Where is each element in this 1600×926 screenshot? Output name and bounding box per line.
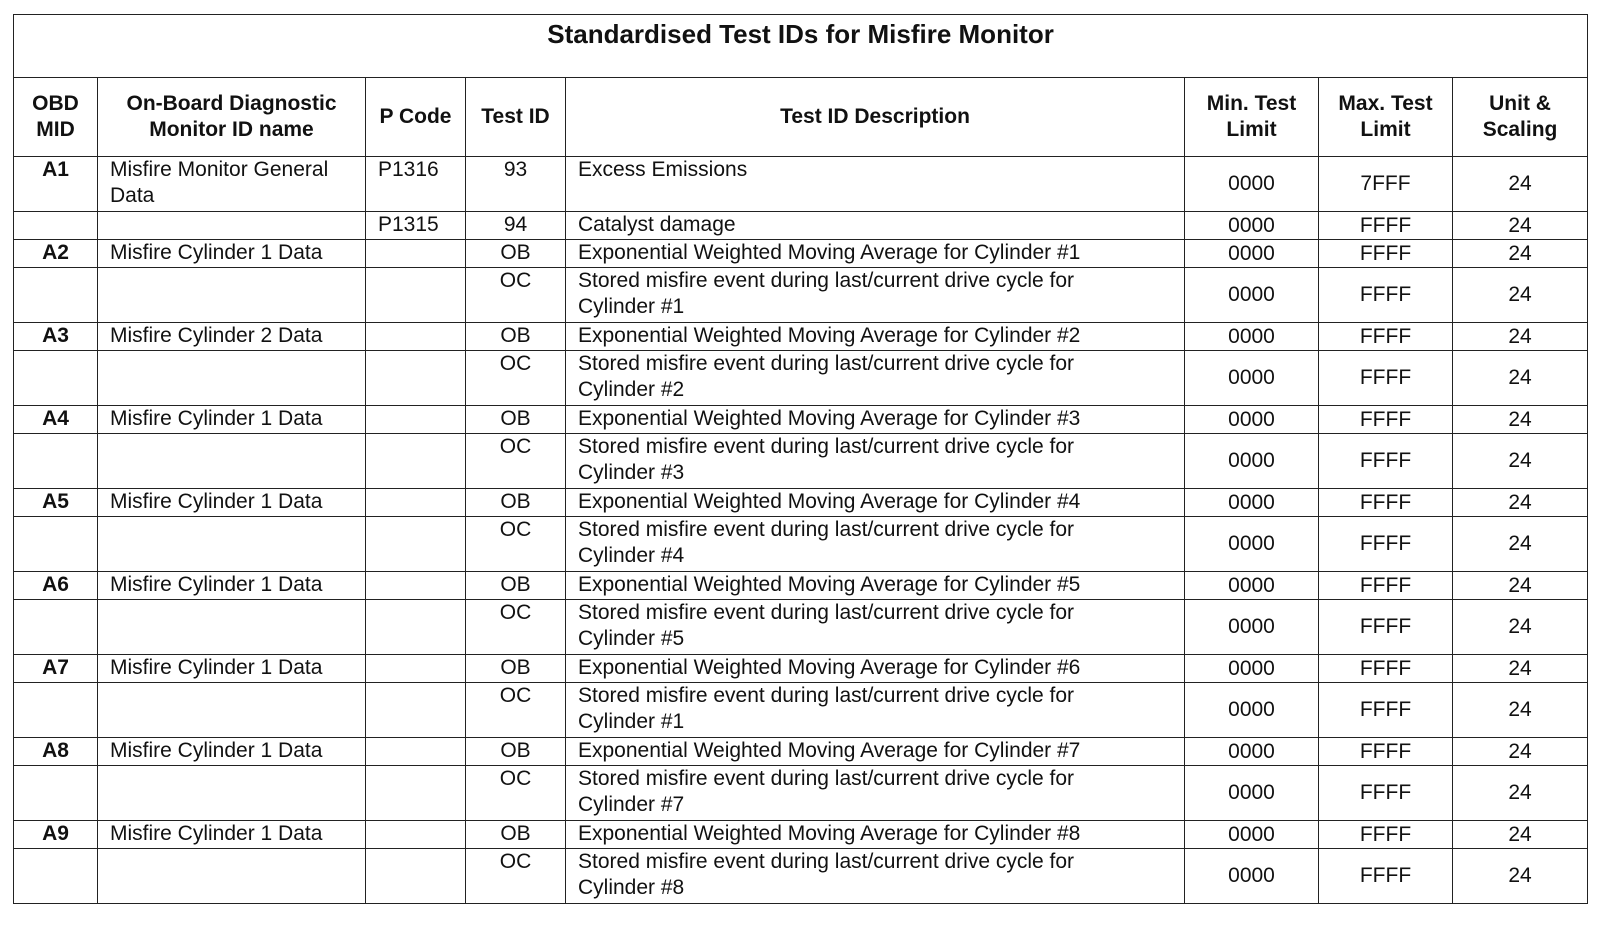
- table-row: [14, 517, 1588, 572]
- cell-monitor-name: [98, 683, 366, 738]
- table-row: [14, 351, 1588, 406]
- cell-unit-scaling: 24: [1453, 212, 1588, 240]
- cell-unit-scaling: 24: [1453, 517, 1588, 572]
- cell-max-limit: FFFF: [1319, 351, 1453, 406]
- table-row: [14, 157, 1588, 212]
- cell-p-code: [366, 240, 466, 268]
- cell-max-limit: FFFF: [1319, 323, 1453, 351]
- cell-min-limit: 0000: [1185, 323, 1319, 351]
- cell-test-id: 93: [466, 157, 566, 212]
- cell-p-code: [366, 489, 466, 517]
- cell-monitor-name: Misfire Cylinder 1 Data: [98, 572, 366, 600]
- table-row: [14, 240, 1588, 268]
- cell-unit-scaling: 24: [1453, 268, 1588, 323]
- cell-test-id: OB: [466, 821, 566, 849]
- cell-unit-scaling: 24: [1453, 600, 1588, 655]
- cell-max-limit: FFFF: [1319, 212, 1453, 240]
- cell-unit-scaling: 24: [1453, 738, 1588, 766]
- cell-p-code: [366, 406, 466, 434]
- cell-max-limit: FFFF: [1319, 240, 1453, 268]
- cell-p-code: [366, 600, 466, 655]
- header-description: Test ID Description: [566, 78, 1185, 157]
- cell-max-limit: FFFF: [1319, 849, 1453, 904]
- cell-obd-mid: [14, 212, 98, 240]
- misfire-test-id-table: [13, 14, 1588, 904]
- cell-unit-scaling: 24: [1453, 821, 1588, 849]
- table-row: [14, 600, 1588, 655]
- cell-test-id: OB: [466, 738, 566, 766]
- cell-max-limit: FFFF: [1319, 655, 1453, 683]
- cell-unit-scaling: 24: [1453, 849, 1588, 904]
- cell-max-limit: FFFF: [1319, 766, 1453, 821]
- cell-test-id: OB: [466, 572, 566, 600]
- cell-monitor-name: Misfire Monitor General Data: [98, 157, 366, 212]
- header-unit-scaling: Unit & Scaling: [1453, 78, 1588, 157]
- cell-obd-mid: A8: [14, 738, 98, 766]
- cell-description: Stored misfire event during last/current drive cycle for Cylinder #2: [566, 351, 1185, 406]
- cell-description: Stored misfire event during last/current drive cycle for Cylinder #7: [566, 766, 1185, 821]
- cell-max-limit: FFFF: [1319, 406, 1453, 434]
- cell-test-id: OC: [466, 268, 566, 323]
- cell-unit-scaling: 24: [1453, 683, 1588, 738]
- cell-min-limit: 0000: [1185, 738, 1319, 766]
- cell-obd-mid: [14, 351, 98, 406]
- cell-unit-scaling: 24: [1453, 323, 1588, 351]
- cell-monitor-name: Misfire Cylinder 2 Data: [98, 323, 366, 351]
- table-row: [14, 268, 1588, 323]
- cell-description: Stored misfire event during last/current drive cycle for Cylinder #3: [566, 434, 1185, 489]
- cell-test-id: OB: [466, 489, 566, 517]
- cell-obd-mid: [14, 517, 98, 572]
- cell-description: Stored misfire event during last/current drive cycle for Cylinder #8: [566, 849, 1185, 904]
- cell-description: Exponential Weighted Moving Average for Cylinder #1: [566, 240, 1185, 268]
- cell-unit-scaling: 24: [1453, 766, 1588, 821]
- cell-obd-mid: A6: [14, 572, 98, 600]
- cell-obd-mid: A1: [14, 157, 98, 212]
- table-row: [14, 572, 1588, 600]
- header-row: [14, 78, 1588, 157]
- cell-min-limit: 0000: [1185, 489, 1319, 517]
- cell-p-code: [366, 323, 466, 351]
- table-row: [14, 766, 1588, 821]
- table-row: [14, 212, 1588, 240]
- cell-min-limit: 0000: [1185, 268, 1319, 323]
- cell-test-id: OB: [466, 240, 566, 268]
- cell-obd-mid: [14, 766, 98, 821]
- cell-min-limit: 0000: [1185, 821, 1319, 849]
- cell-min-limit: 0000: [1185, 849, 1319, 904]
- cell-unit-scaling: 24: [1453, 351, 1588, 406]
- table-row: [14, 683, 1588, 738]
- cell-p-code: [366, 849, 466, 904]
- cell-monitor-name: Misfire Cylinder 1 Data: [98, 655, 366, 683]
- cell-obd-mid: A3: [14, 323, 98, 351]
- cell-p-code: [366, 738, 466, 766]
- cell-test-id: OB: [466, 655, 566, 683]
- cell-obd-mid: [14, 268, 98, 323]
- cell-obd-mid: A5: [14, 489, 98, 517]
- cell-description: Exponential Weighted Moving Average for Cylinder #5: [566, 572, 1185, 600]
- cell-description: Stored misfire event during last/current drive cycle for Cylinder #4: [566, 517, 1185, 572]
- cell-max-limit: FFFF: [1319, 434, 1453, 489]
- cell-description: Exponential Weighted Moving Average for Cylinder #4: [566, 489, 1185, 517]
- cell-monitor-name: [98, 351, 366, 406]
- cell-unit-scaling: 24: [1453, 240, 1588, 268]
- cell-test-id: OB: [466, 406, 566, 434]
- misfire-table-container: [13, 14, 1587, 904]
- cell-test-id: OC: [466, 434, 566, 489]
- cell-max-limit: FFFF: [1319, 268, 1453, 323]
- cell-monitor-name: Misfire Cylinder 1 Data: [98, 240, 366, 268]
- cell-obd-mid: A7: [14, 655, 98, 683]
- header-p-code: P Code: [366, 78, 466, 157]
- cell-p-code: [366, 766, 466, 821]
- table-row: [14, 323, 1588, 351]
- cell-obd-mid: [14, 434, 98, 489]
- table-row: [14, 738, 1588, 766]
- cell-unit-scaling: 24: [1453, 489, 1588, 517]
- cell-p-code: [366, 434, 466, 489]
- cell-unit-scaling: 24: [1453, 157, 1588, 212]
- cell-min-limit: 0000: [1185, 434, 1319, 489]
- cell-p-code: P1315: [366, 212, 466, 240]
- cell-description: Exponential Weighted Moving Average for Cylinder #8: [566, 821, 1185, 849]
- header-obd-mid: OBD MID: [14, 78, 98, 157]
- cell-max-limit: FFFF: [1319, 600, 1453, 655]
- cell-min-limit: 0000: [1185, 212, 1319, 240]
- cell-obd-mid: [14, 849, 98, 904]
- cell-min-limit: 0000: [1185, 406, 1319, 434]
- cell-description: Exponential Weighted Moving Average for Cylinder #7: [566, 738, 1185, 766]
- table-row: [14, 489, 1588, 517]
- cell-description: Excess Emissions: [566, 157, 1185, 212]
- cell-obd-mid: A4: [14, 406, 98, 434]
- cell-min-limit: 0000: [1185, 600, 1319, 655]
- cell-test-id: OC: [466, 683, 566, 738]
- cell-monitor-name: [98, 600, 366, 655]
- cell-obd-mid: A2: [14, 240, 98, 268]
- cell-unit-scaling: 24: [1453, 406, 1588, 434]
- cell-monitor-name: Misfire Cylinder 1 Data: [98, 738, 366, 766]
- cell-monitor-name: Misfire Cylinder 1 Data: [98, 489, 366, 517]
- cell-min-limit: 0000: [1185, 683, 1319, 738]
- cell-p-code: [366, 517, 466, 572]
- header-monitor-name: On-Board Diagnostic Monitor ID name: [98, 78, 366, 157]
- cell-p-code: [366, 821, 466, 849]
- cell-p-code: [366, 268, 466, 323]
- table-row: [14, 821, 1588, 849]
- table-row: [14, 655, 1588, 683]
- cell-monitor-name: [98, 517, 366, 572]
- header-min-limit: Min. Test Limit: [1185, 78, 1319, 157]
- cell-max-limit: FFFF: [1319, 738, 1453, 766]
- cell-monitor-name: [98, 268, 366, 323]
- cell-min-limit: 0000: [1185, 351, 1319, 406]
- table-row: [14, 434, 1588, 489]
- cell-description: Exponential Weighted Moving Average for Cylinder #2: [566, 323, 1185, 351]
- cell-min-limit: 0000: [1185, 240, 1319, 268]
- cell-max-limit: FFFF: [1319, 683, 1453, 738]
- header-max-limit: Max. Test Limit: [1319, 78, 1453, 157]
- cell-max-limit: FFFF: [1319, 489, 1453, 517]
- cell-p-code: [366, 351, 466, 406]
- cell-max-limit: FFFF: [1319, 572, 1453, 600]
- cell-test-id: OC: [466, 849, 566, 904]
- table-title: Standardised Test IDs for Misfire Monitor: [14, 15, 1588, 78]
- cell-max-limit: 7FFF: [1319, 157, 1453, 212]
- cell-min-limit: 0000: [1185, 517, 1319, 572]
- cell-test-id: 94: [466, 212, 566, 240]
- cell-monitor-name: Misfire Cylinder 1 Data: [98, 406, 366, 434]
- header-test-id: Test ID: [466, 78, 566, 157]
- cell-unit-scaling: 24: [1453, 572, 1588, 600]
- cell-description: Stored misfire event during last/current drive cycle for Cylinder #5: [566, 600, 1185, 655]
- cell-obd-mid: [14, 683, 98, 738]
- cell-p-code: [366, 572, 466, 600]
- cell-unit-scaling: 24: [1453, 434, 1588, 489]
- cell-min-limit: 0000: [1185, 766, 1319, 821]
- cell-min-limit: 0000: [1185, 655, 1319, 683]
- cell-unit-scaling: 24: [1453, 655, 1588, 683]
- cell-test-id: OC: [466, 351, 566, 406]
- cell-description: Stored misfire event during last/current drive cycle for Cylinder #1: [566, 268, 1185, 323]
- cell-monitor-name: [98, 849, 366, 904]
- cell-p-code: [366, 683, 466, 738]
- cell-max-limit: FFFF: [1319, 517, 1453, 572]
- cell-test-id: OB: [466, 323, 566, 351]
- cell-monitor-name: [98, 766, 366, 821]
- cell-monitor-name: [98, 434, 366, 489]
- cell-max-limit: FFFF: [1319, 821, 1453, 849]
- table-row: [14, 849, 1588, 904]
- cell-p-code: [366, 655, 466, 683]
- cell-obd-mid: A9: [14, 821, 98, 849]
- cell-description: Exponential Weighted Moving Average for Cylinder #3: [566, 406, 1185, 434]
- cell-description: Catalyst damage: [566, 212, 1185, 240]
- cell-test-id: OC: [466, 600, 566, 655]
- cell-min-limit: 0000: [1185, 572, 1319, 600]
- cell-obd-mid: [14, 600, 98, 655]
- cell-monitor-name: [98, 212, 366, 240]
- cell-test-id: OC: [466, 766, 566, 821]
- cell-test-id: OC: [466, 517, 566, 572]
- cell-description: Stored misfire event during last/current drive cycle for Cylinder #1: [566, 683, 1185, 738]
- cell-p-code: P1316: [366, 157, 466, 212]
- table-row: [14, 406, 1588, 434]
- cell-min-limit: 0000: [1185, 157, 1319, 212]
- cell-description: Exponential Weighted Moving Average for Cylinder #6: [566, 655, 1185, 683]
- cell-monitor-name: Misfire Cylinder 1 Data: [98, 821, 366, 849]
